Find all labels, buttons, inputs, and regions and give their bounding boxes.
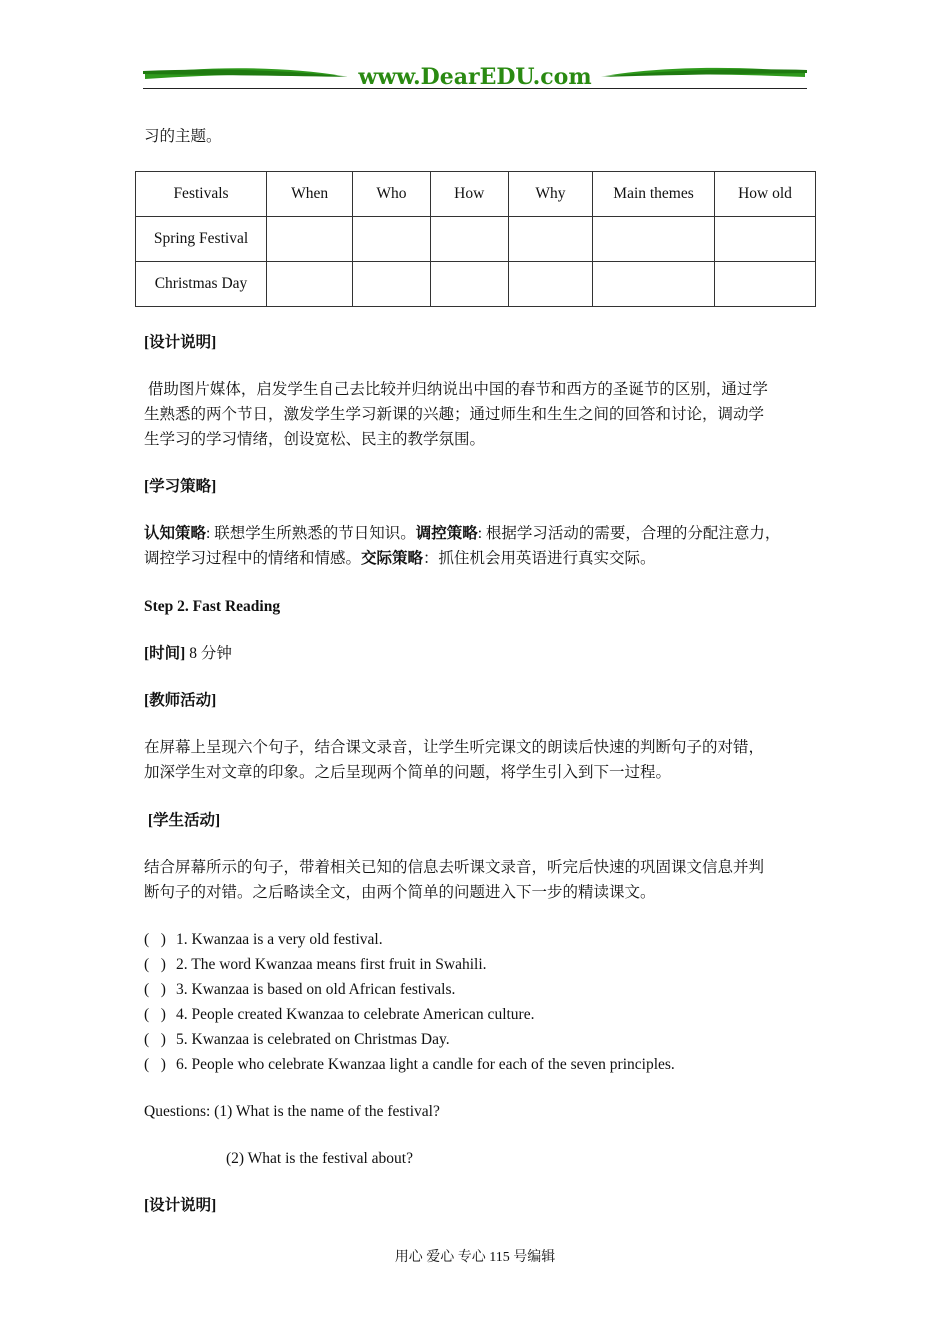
statement-text: 4. People created Kwanzaa to celebrate American culture. <box>176 1006 535 1023</box>
statement-text: 6. People who celebrate Kwanzaa light a candle for each of the seven principles. <box>176 1056 675 1073</box>
table-cell <box>353 262 430 307</box>
table-cell <box>267 217 353 262</box>
festival-comparison-table <box>135 171 816 307</box>
paragraph-line: 断句子的对错。之后略读全文，由两个简单的问题进入下一步的精读课文。 <box>144 884 656 901</box>
list-item <box>144 1002 812 1027</box>
communication-strategy-label: 交际策略 <box>361 550 424 567</box>
list-item <box>144 927 812 952</box>
teacher-activity-paragraph <box>144 735 812 785</box>
answer-blank[interactable]: ( ) <box>144 981 166 998</box>
list-item <box>144 1027 812 1052</box>
table-cell <box>267 262 353 307</box>
table-cell <box>508 262 592 307</box>
time-line <box>144 641 812 666</box>
table-cell: Spring Festival <box>136 217 267 262</box>
strategy-paragraph <box>144 521 812 571</box>
table-cell <box>430 217 508 262</box>
question-1: Questions: (1) What is the name of the festival? <box>144 1103 440 1120</box>
paragraph-line: 在屏幕上呈现六个句子，结合课文录音，让学生听完课文的朗读后快速的判断句子的对错， <box>144 739 765 756</box>
student-activity-heading: [学生活动] <box>144 812 221 829</box>
table-cell <box>593 217 715 262</box>
paragraph-line: 结合屏幕所示的句子，带着相关已知的信息去听课文录音，听完后快速的巩固课文信息并判 <box>144 859 765 876</box>
answer-blank[interactable]: ( ) <box>144 931 166 948</box>
table-header-cell: Main themes <box>593 172 715 217</box>
control-strategy-label: 调控策略 <box>415 525 478 542</box>
statement-text: 3. Kwanzaa is based on old African festivals. <box>176 981 456 998</box>
table-cell <box>714 262 815 307</box>
table-header-cell: Festivals <box>136 172 267 217</box>
answer-blank[interactable]: ( ) <box>144 1006 166 1023</box>
step-title: Step 2. Fast Reading <box>144 598 281 615</box>
design-note-heading: [设计说明] <box>144 334 217 351</box>
list-item <box>144 952 812 977</box>
list-item <box>144 1052 812 1077</box>
intro-tail: 习的主题。 <box>144 128 222 145</box>
answer-blank[interactable]: ( ) <box>144 1056 166 1073</box>
time-value: 8 分钟 <box>185 645 232 662</box>
statement-text: 5. Kwanzaa is celebrated on Christmas Day. <box>176 1031 450 1048</box>
time-label: [时间] <box>144 645 186 662</box>
table-cell <box>430 262 508 307</box>
table-cell <box>353 217 430 262</box>
design-note-heading-2: [设计说明] <box>144 1197 217 1214</box>
table-header-cell: Who <box>353 172 430 217</box>
communication-strategy-text: ：抓住机会用英语进行真实交际。 <box>423 550 656 567</box>
strategy-heading: [学习策略] <box>144 478 217 495</box>
design-note-paragraph <box>144 377 812 452</box>
table-cell <box>714 217 815 262</box>
statement-text: 1. Kwanzaa is a very old festival. <box>176 931 383 948</box>
teacher-activity-heading: [教师活动] <box>144 692 217 709</box>
paragraph-line: 加深学生对文章的印象。之后呈现两个简单的问题，将学生引入到下一过程。 <box>144 764 672 781</box>
paragraph-line: 生学习的学习情绪，创设宽松、民主的教学氛围。 <box>144 431 486 448</box>
control-strategy-text-cont: 调控学习过程中的情绪和情感。 <box>144 550 362 567</box>
page-footer: 用心 爱心 专心 115 号编辑 <box>394 1250 556 1265</box>
table-header-cell: How <box>430 172 508 217</box>
table-header-cell: How old <box>714 172 815 217</box>
table-cell <box>593 262 715 307</box>
table-row <box>136 217 816 262</box>
site-logo-text[interactable]: www.DearEDU.com <box>358 64 592 90</box>
list-item <box>144 977 812 1002</box>
table-header-cell: Why <box>508 172 592 217</box>
cognitive-strategy-text: : 联想学生所熟悉的节日知识。 <box>206 525 416 542</box>
student-activity-paragraph <box>144 855 812 905</box>
answer-blank[interactable]: ( ) <box>144 956 166 973</box>
header-rule <box>143 88 807 89</box>
cognitive-strategy-label: 认知策略 <box>144 525 207 542</box>
table-header-cell: When <box>267 172 353 217</box>
statement-text: 2. The word Kwanzaa means first fruit in Swahili. <box>176 956 487 973</box>
answer-blank[interactable]: ( ) <box>144 1031 166 1048</box>
question-2: (2) What is the festival about? <box>226 1150 413 1167</box>
control-strategy-text: : 根据学习活动的需要，合理的分配注意力， <box>477 525 781 542</box>
table-header-row <box>136 172 816 217</box>
paragraph-line: 生熟悉的两个节日，激发学生学习新课的兴趣；通过师生和生生之间的回答和讨论，调动学 <box>144 406 765 423</box>
table-row <box>136 262 816 307</box>
paragraph-line: 借助图片媒体，启发学生自己去比较并归纳说出中国的春节和西方的圣诞节的区别，通过学 <box>144 381 768 398</box>
table-cell: Christmas Day <box>136 262 267 307</box>
true-false-list <box>144 927 812 1077</box>
table-cell <box>508 217 592 262</box>
